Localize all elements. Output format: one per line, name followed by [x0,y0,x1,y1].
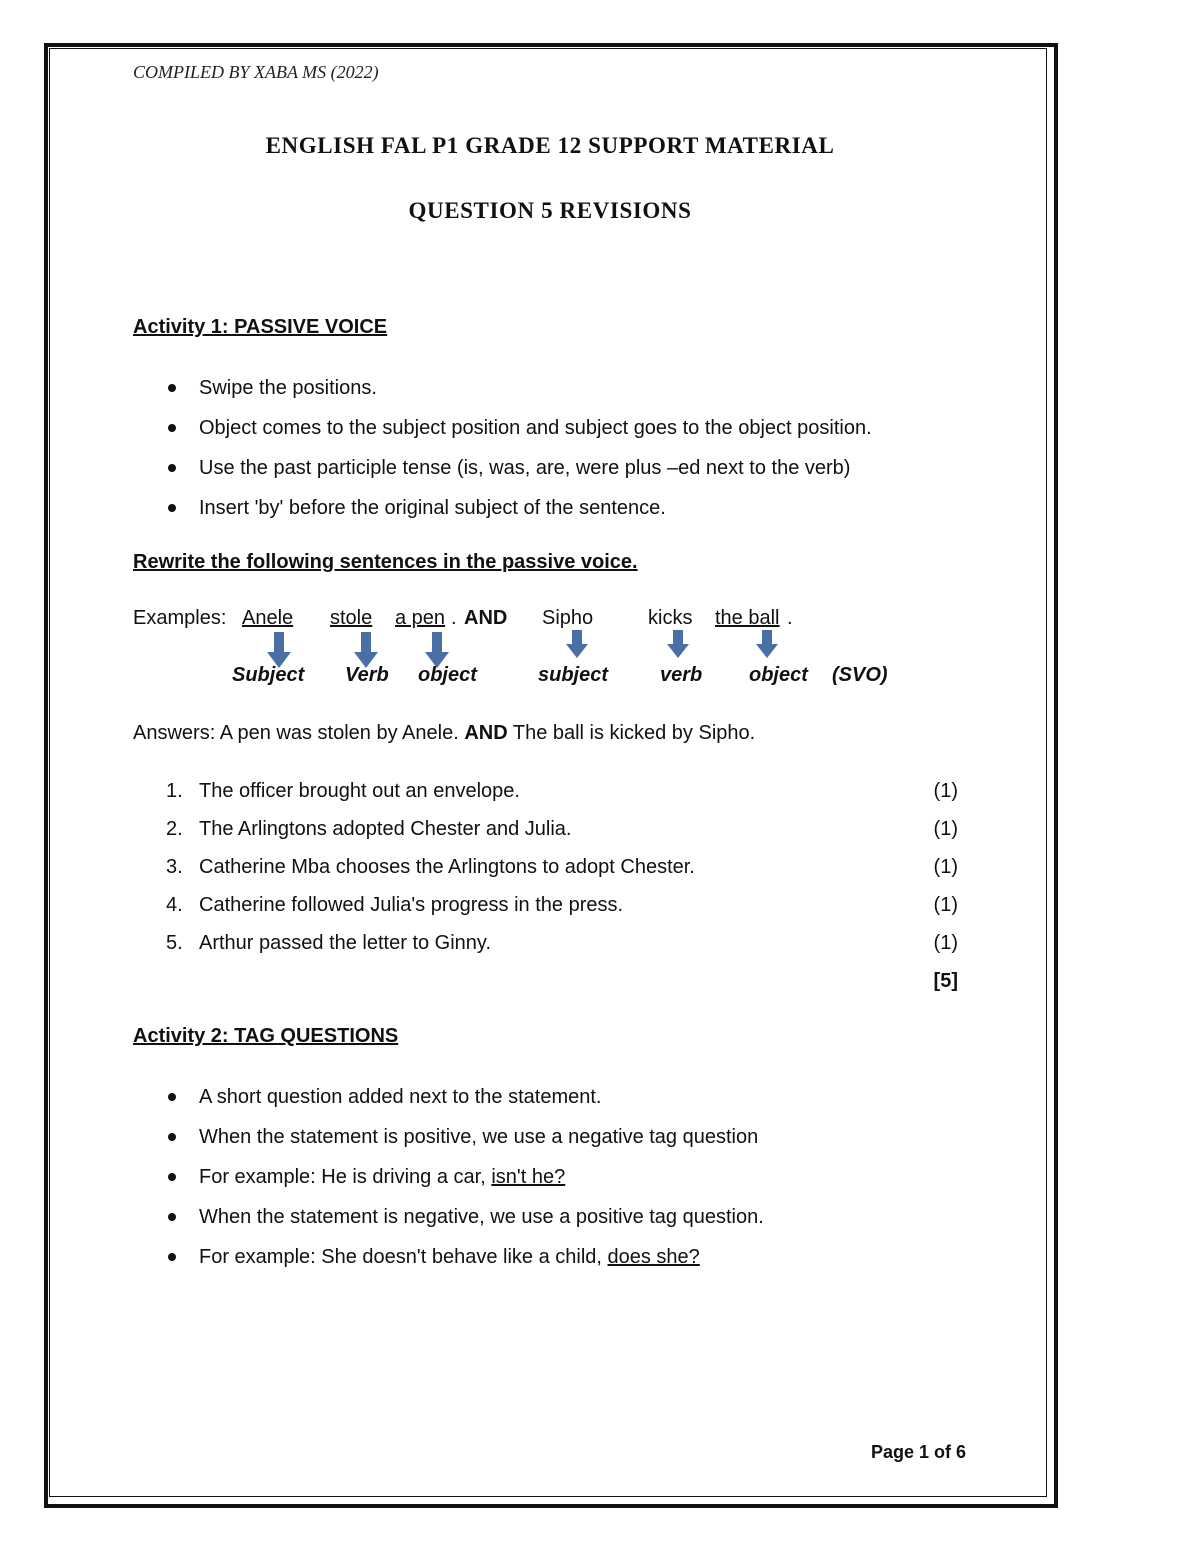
list-item [166,855,958,893]
question-text: The officer brought out an envelope. [199,780,520,802]
role-verb-2: verb [660,664,703,686]
question-number: 5. [166,932,183,954]
activity1-questions [166,779,958,969]
role-subject-2: subject [538,664,609,686]
examples-label: Examples: [133,607,227,629]
question-text: Catherine Mba chooses the Arlingtons to adopt Chester. [199,856,695,878]
page-number: Page 1 of 6 [870,1442,966,1462]
role-svo: (SVO) [832,664,888,686]
example-word-the-ball: the ball [715,607,780,629]
activity1-instruction: Rewrite the following sentences in the passive voice. [133,551,638,573]
question-text: Catherine followed Julia's progress in the press. [199,894,624,916]
list-item [166,893,958,931]
down-arrow-icon [667,630,689,658]
example-word-sipho: Sipho [542,607,594,629]
question-number: 4. [166,894,183,916]
tag-question: does she? [607,1246,700,1268]
example-word-kicks: kicks [648,607,693,629]
header-note: COMPILED BY XABA MS (2022) [133,62,379,82]
example-period-2: . [787,607,793,629]
list-item: Swipe the positions. [166,376,872,416]
list-item: When the statement is negative, we use a positive tag question. [166,1205,764,1245]
down-arrow-icon [425,632,449,668]
list-item [166,779,958,817]
question-text: The Arlingtons adopted Chester and Julia. [199,818,572,840]
answers-part1: A pen was stolen by Anele. [219,722,465,744]
example-period-1: . [451,607,457,629]
example-statement: For example: She doesn't behave like a child, [199,1246,608,1268]
example-word-anele: Anele [242,607,294,629]
list-item: Object comes to the subject position and subject goes to the object position. [166,416,872,456]
role-subject: Subject [232,664,305,686]
answers-part2: The ball is kicked by Sipho. [507,722,756,744]
example-and: AND [464,607,508,629]
question-mark: (1) [933,894,958,916]
list-item: Insert 'by' before the original subject of the sentence. [166,496,872,536]
down-arrow-icon [566,630,588,658]
activity1-total: [5] [933,970,958,992]
activity1-heading: Activity 1: PASSIVE VOICE [133,316,388,338]
example-word-stole: stole [330,607,373,629]
list-item [166,817,958,855]
list-item: When the statement is positive, we use a negative tag question [166,1125,764,1165]
answers-and: AND [464,722,508,744]
question-mark: (1) [933,856,958,878]
question-mark: (1) [933,818,958,840]
question-mark: (1) [933,932,958,954]
list-item [166,1245,764,1285]
role-object-2: object [749,664,808,686]
list-item [166,1165,764,1205]
list-item: A short question added next to the statement. [166,1085,764,1125]
example-statement: For example: He is driving a car, [199,1166,492,1188]
tag-question: isn't he? [491,1166,566,1188]
list-item: Use the past participle tense (is, was, are, were plus –ed next to the verb) [166,456,872,496]
activity1-bullets [166,376,872,536]
question-number: 1. [166,780,183,802]
down-arrow-icon [354,632,378,668]
answers-line [133,722,755,745]
question-number: 3. [166,856,183,878]
activity2-heading: Activity 2: TAG QUESTIONS [133,1025,399,1047]
document-title: ENGLISH FAL P1 GRADE 12 SUPPORT MATERIAL [265,133,835,158]
role-verb: Verb [345,664,389,686]
example-word-a-pen: a pen [395,607,446,629]
down-arrow-icon [267,632,291,668]
answers-label: Answers: [133,722,220,744]
question-number: 2. [166,818,183,840]
activity2-bullets [166,1085,764,1285]
question-text: Arthur passed the letter to Ginny. [199,932,492,954]
question-mark: (1) [933,780,958,802]
document-subtitle: QUESTION 5 REVISIONS [408,198,692,223]
role-object: object [418,664,477,686]
list-item [166,931,958,969]
down-arrow-icon [756,630,778,658]
